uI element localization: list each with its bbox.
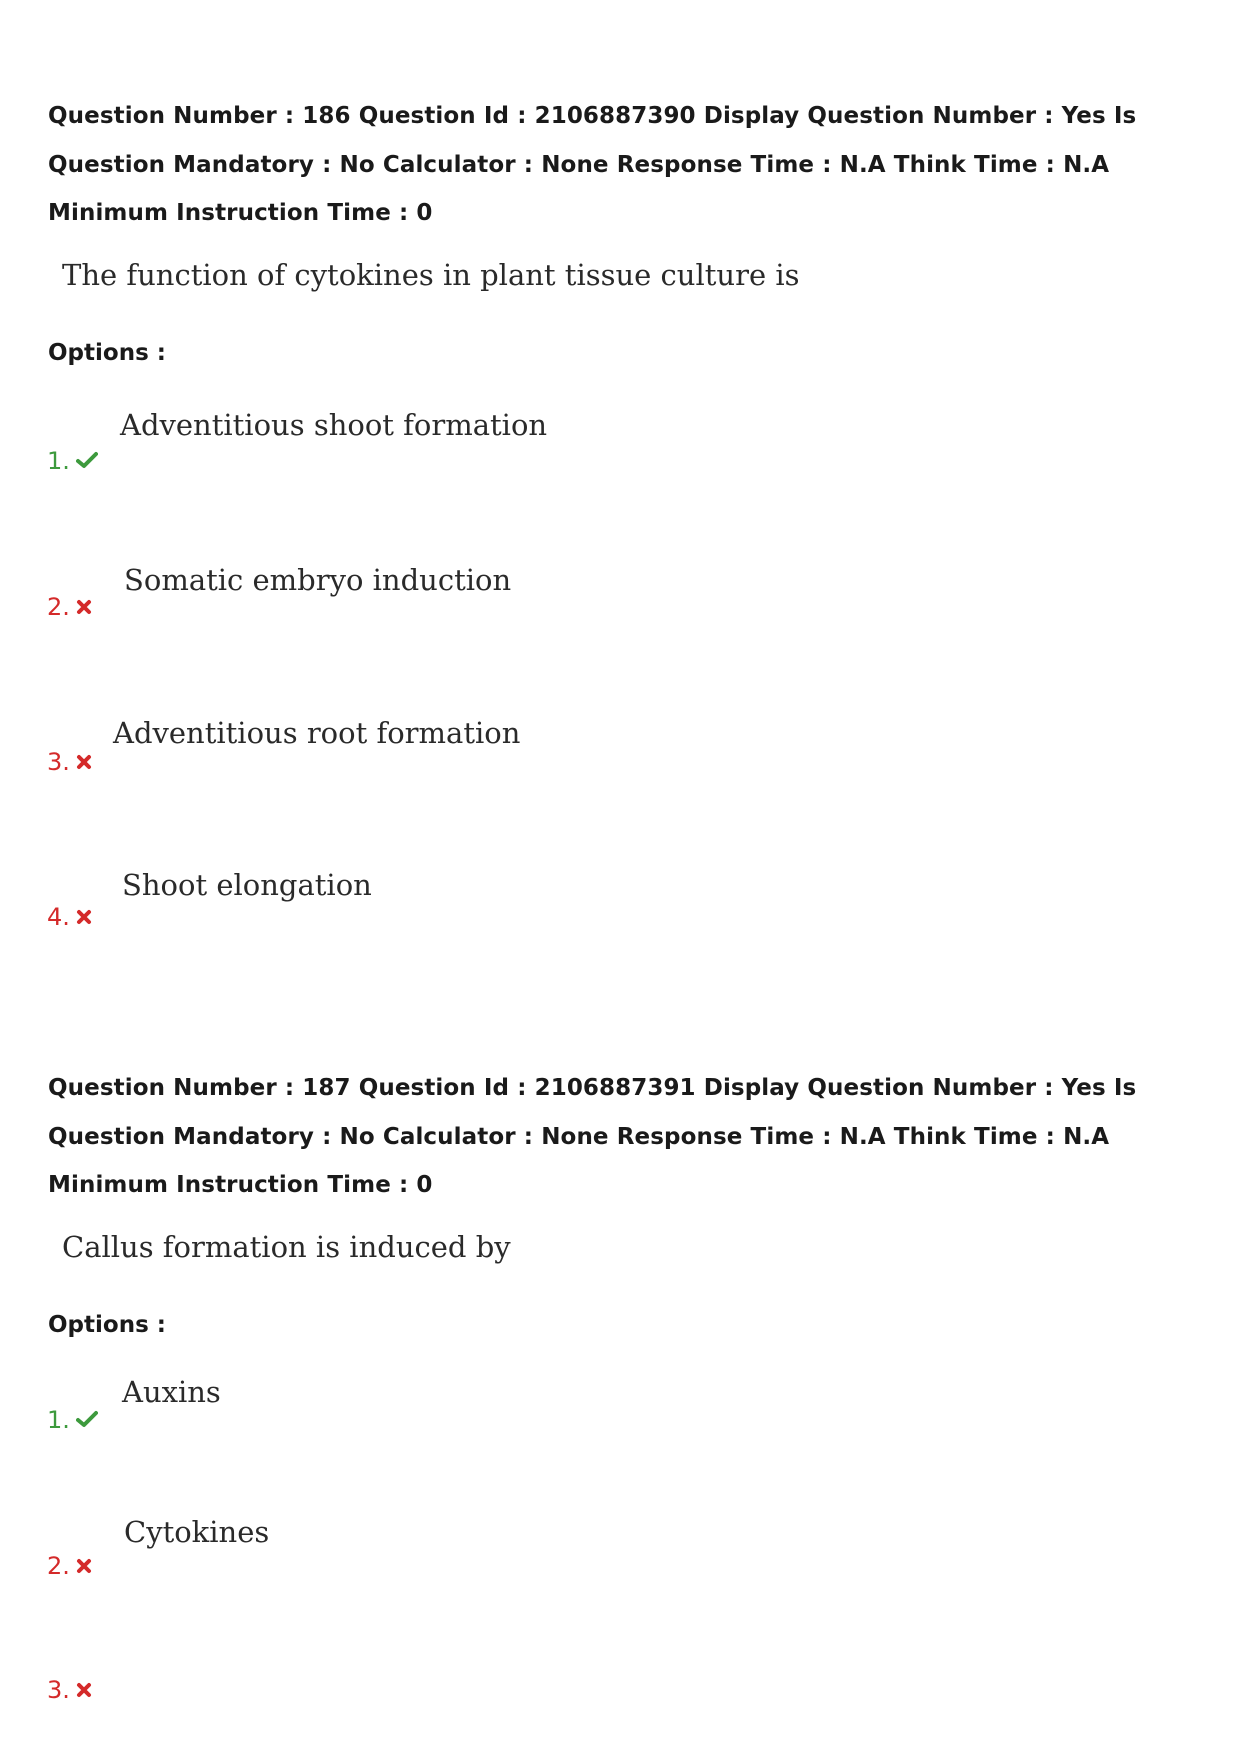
option-3-marker: [47, 1676, 92, 1704]
cross-icon: [76, 748, 92, 776]
option-number: 2.: [47, 1552, 70, 1580]
cross-icon: [76, 1552, 92, 1580]
option-1-marker: [47, 1406, 98, 1434]
cross-icon: [76, 903, 92, 931]
option-2-text: Cytokines: [124, 1515, 270, 1549]
option-2-marker: [47, 593, 92, 621]
question-header: Question Number : 187 Question Id : 2106887391 Display Question Number : Yes Is Question Mandatory : No Calculator : None Response Time : N.A Think Time : N.A Minimum Instruction Time : 0: [48, 1075, 1137, 1198]
option-4-text: Shoot elongation: [122, 868, 372, 902]
options-label: Options :: [48, 1312, 166, 1338]
options-label: Options :: [48, 340, 166, 366]
option-1-text: Adventitious shoot formation: [120, 408, 548, 442]
check-icon: [76, 447, 98, 475]
option-2-text: Somatic embryo induction: [124, 563, 512, 597]
option-number: 1.: [47, 1406, 70, 1434]
cross-icon: [76, 593, 92, 621]
option-1-text: Auxins: [122, 1375, 221, 1409]
option-number: 4.: [47, 903, 70, 931]
option-3-text: Adventitious root formation: [113, 716, 521, 750]
option-3-marker: [47, 748, 92, 776]
option-2-marker: [47, 1552, 92, 1580]
check-icon: [76, 1406, 98, 1434]
option-number: 2.: [47, 593, 70, 621]
option-1-marker: [47, 447, 98, 475]
option-4-marker: [47, 903, 92, 931]
question-text: Callus formation is induced by: [62, 1230, 511, 1264]
option-number: 3.: [47, 748, 70, 776]
option-number: 1.: [47, 447, 70, 475]
option-number: 3.: [47, 1676, 70, 1704]
question-text: The function of cytokines in plant tissue culture is: [62, 258, 800, 292]
question-header: Question Number : 186 Question Id : 2106887390 Display Question Number : Yes Is Question Mandatory : No Calculator : None Response Time : N.A Think Time : N.A Minimum Instruction Time : 0: [48, 103, 1137, 226]
cross-icon: [76, 1676, 92, 1704]
